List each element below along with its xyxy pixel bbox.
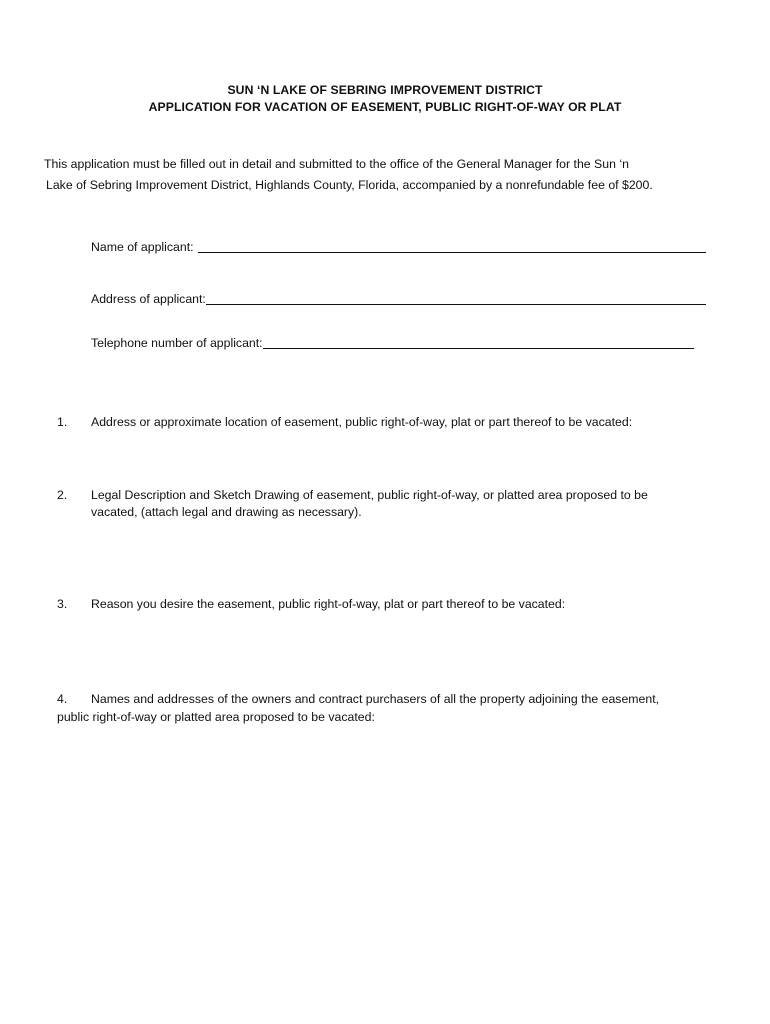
question-3-text: Reason you desire the easement, public right-of-way, plat or part thereof to be vacated: bbox=[91, 597, 566, 611]
question-4-text-line-2: public right-of-way or platted area proposed to be vacated: bbox=[57, 710, 375, 724]
question-1-text: Address or approximate location of easement, public right-of-way, plat or part thereof to be vacated: bbox=[91, 415, 633, 429]
applicant-name-label: Name of applicant: bbox=[91, 240, 194, 254]
district-title: SUN ‘N LAKE OF SEBRING IMPROVEMENT DISTRICT bbox=[227, 83, 543, 97]
question-1-number: 1. bbox=[57, 415, 68, 429]
question-3-number: 3. bbox=[57, 597, 68, 611]
intro-text-line-1: This application must be filled out in detail and submitted to the office of the General Manager for the Sun ‘n bbox=[44, 157, 629, 171]
question-2-text-line-1: Legal Description and Sketch Drawing of easement, public right-of-way, or platted area proposed to be bbox=[91, 488, 648, 502]
form-title: APPLICATION FOR VACATION OF EASEMENT, PUBLIC RIGHT-OF-WAY OR PLAT bbox=[148, 100, 622, 114]
question-4-number: 4. bbox=[57, 692, 68, 706]
applicant-phone-label: Telephone number of applicant: bbox=[91, 336, 263, 350]
applicant-phone-field[interactable] bbox=[91, 335, 694, 350]
intro-text-line-2: Lake of Sebring Improvement District, Highlands County, Florida, accompanied by a nonrefundable fee of $200. bbox=[46, 178, 653, 192]
applicant-address-field[interactable] bbox=[91, 291, 706, 306]
applicant-phone-blank[interactable] bbox=[263, 335, 694, 349]
applicant-address-label: Address of applicant: bbox=[91, 292, 206, 306]
question-4-text-line-1: Names and addresses of the owners and contract purchasers of all the property adjoining the easement, bbox=[91, 692, 660, 706]
question-2-number: 2. bbox=[57, 488, 68, 502]
applicant-name-field[interactable] bbox=[91, 239, 706, 254]
question-2-text-line-2: vacated, (attach legal and drawing as necessary). bbox=[91, 505, 362, 519]
applicant-address-blank[interactable] bbox=[206, 291, 706, 305]
applicant-name-blank[interactable] bbox=[198, 239, 706, 253]
